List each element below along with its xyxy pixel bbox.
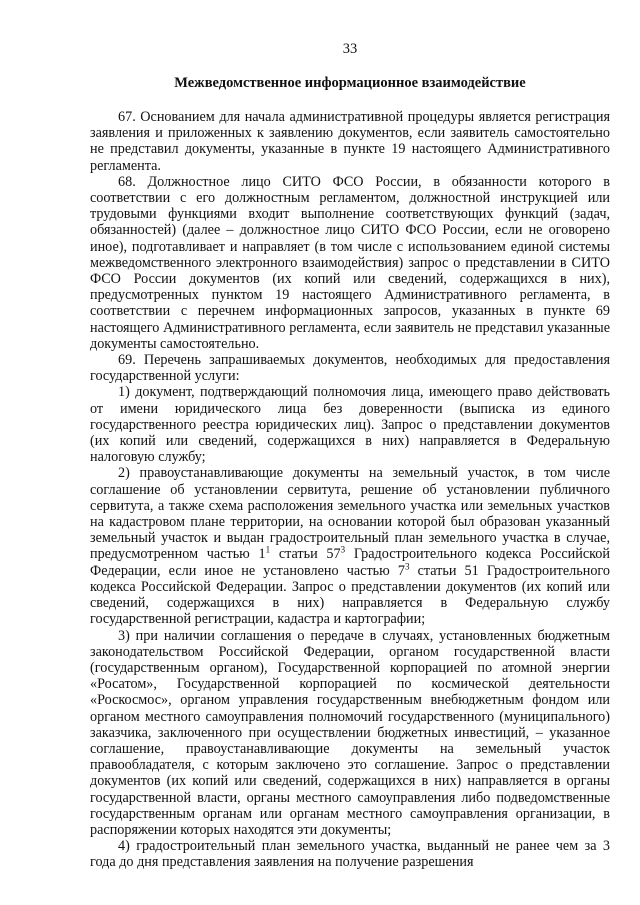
superscript-1: 1 (265, 544, 271, 555)
paragraph-67 (90, 109, 610, 174)
paragraph-69-text: 69. Перечень запрашиваемых документов, необходимых для предоставления государственной услуги: (90, 352, 610, 385)
list-item-1-text: 1) документ, подтверждающий полномочия лица, имеющего право действовать от имени юридического лица без доверенности (выписка из единого государственного реестра юридических лиц). Запрос о представлении документов (их копий или сведений, содержащихся в них) направляется в Федеральную налоговую службу; (90, 384, 610, 466)
list-item-4 (90, 838, 610, 870)
document-page (90, 0, 610, 905)
paragraph-68-text: 68. Должностное лицо СИТО ФСО России, в обязанности которого в соответствии с его должностным регламентом, должностной инструкцией или трудовыми функциями входит выполнение соответствующих функций (задач, обязанностей) (далее – должностное лицо СИТО ФСО России, если не оговорено иное), подготавливает и направляет (в том числе с использованием единой системы межведомственного электронного взаимодействия) запрос о представлении в СИТО ФСО России документов (их копий или сведений, содержащихся в них), предусмотренных пунктом 19 настоящего Административного регламента, в соответствии с перечнем информационных запросов, указанных в пункте 69 настоящего Административного регламента, если заявитель не представил указанные документы самостоятельно. (90, 173, 610, 352)
document-body (90, 109, 610, 871)
list-item-1 (90, 384, 610, 465)
list-item-3-text: 3) при наличии соглашения о передаче в случаях, установленных бюджетным законодательством Российской Федерации, органом государственной власти (государственным органом), Государственной корпорацией по атомной энергии «Росатом», Государственной корпорацией по космической деятельности «Роскосмос», органом управления государственным внебюджетным фондом или органом местного самоуправления полномочий государственного (муниципального) заказчика, заключенного при осуществлении бюджетных инвестиций, – указанное соглашение, правоустанавливающие документы на земельный участок правообладателя, с которым заключено это соглашение. Запрос о представлении документов (их копий или сведений, содержащихся в них) направляется в органы государственной власти, органы местного самоуправления либо подведомственные государственным органам или органам местного самоуправления организации, в распоряжении которых находятся эти документы; (90, 627, 610, 838)
page-number: 33 (342, 41, 358, 57)
paragraph-68 (90, 174, 610, 352)
paragraph-67-text: 67. Основанием для начала административной процедуры является регистрация заявления и приложенных к заявлению документов, если заявитель самостоятельно не представил документы, указанные в пункте 19 настоящего Административного регламента. (90, 109, 610, 174)
superscript-3: 3 (340, 544, 346, 555)
paragraph-69 (90, 352, 610, 384)
list-item-2-text: Градостроительного кодекса Российской Федерации, если иное не установлено частью 7 (90, 546, 610, 579)
list-item-4-text: 4) градостроительный план земельного участка, выданный не ранее чем за 3 года до дня представления заявления на получение разрешения (90, 838, 610, 871)
list-item-2-text: статьи 57 (270, 546, 341, 563)
list-item-2 (90, 465, 610, 627)
list-item-2-text: статьи 51 Градостроительного кодекса Российской Федерации. Запрос о представлении документов (их копий или сведений, содержащихся в них) направляется в Федеральную службу государственной регистрации, кадастра и картографии; (90, 562, 610, 628)
list-item-3 (90, 628, 610, 839)
list-item-2-text: 2) правоустанавливающие документы на земельный участок, в том числе соглашение об установлении сервитута, решение об установлении публичного сервитута, а также схема расположения земельного участка или земельных участков на кадастровом плане территории, на основании которой был образован указанный земельный участок и выдан градостроительный план земельного участка в случае, предусмотренном частью 1 (90, 465, 610, 563)
section-heading: Межведомственное информационное взаимодействие (174, 75, 526, 91)
superscript-3: 3 (404, 560, 410, 571)
